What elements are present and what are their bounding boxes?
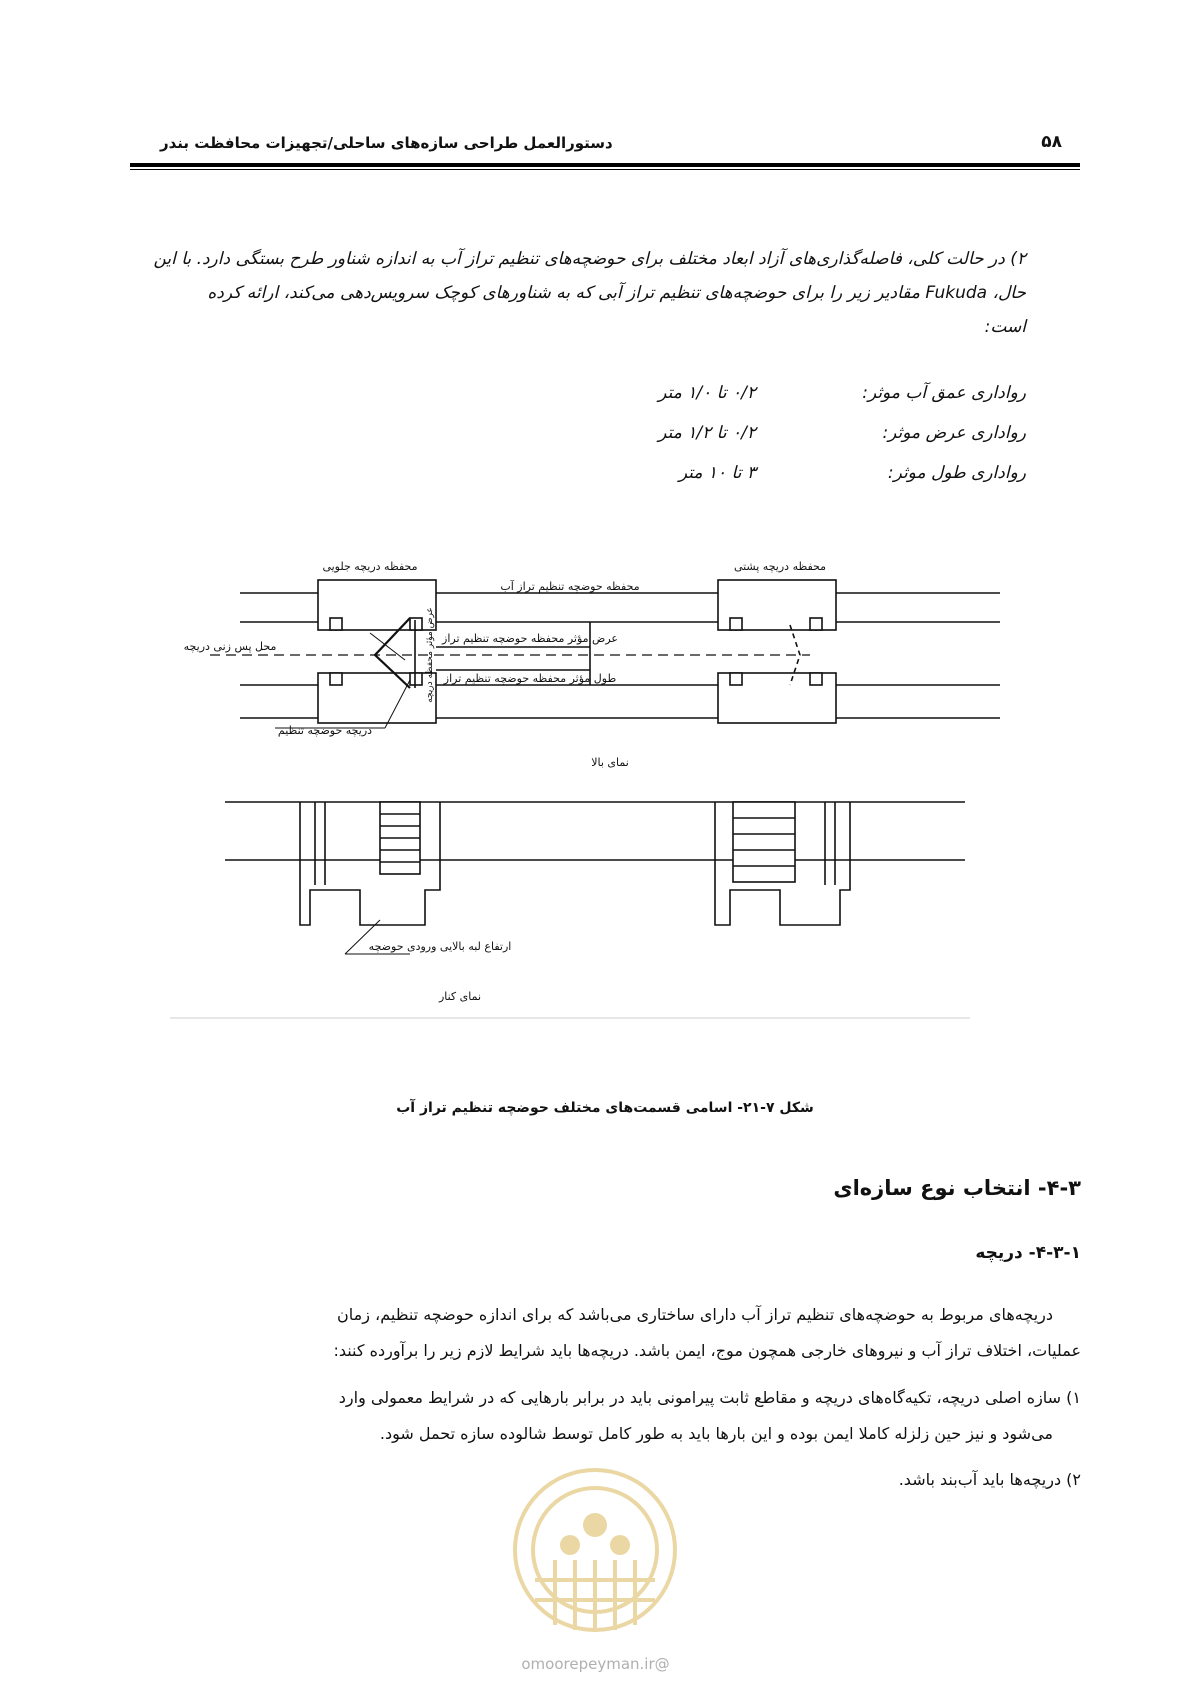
- figure-caption: شکل ۷-۲۱- اسامی قسمت‌های مختلف حوضچه تنظیم تراز آب: [396, 1100, 814, 1116]
- list-item-1-line-1: ۱) سازه اصلی دریچه، تکیه‌گاه‌های دریچه و مقاطع ثابت پیرامونی باید در برابر بارهایی که در شرایط معمولی وارد: [338, 1388, 1081, 1407]
- top-view-drawing: [210, 580, 1000, 723]
- page-header: [130, 128, 1080, 156]
- header-rule-thin: [130, 169, 1080, 170]
- section-heading: ۴-۳- انتخاب نوع سازه‌ای: [833, 1176, 1081, 1200]
- tolerance-label: رواداری عرض موثر:: [882, 423, 1026, 443]
- label-effective-length: طول مؤثر محفظه حوضچه تنظیم تراز: [443, 672, 617, 685]
- tolerance-label: رواداری عمق آب موثر:: [862, 383, 1026, 403]
- lock-basin-diagram: [170, 530, 1030, 1090]
- label-basin-gate: دریچه حوضچه تنظیم: [277, 724, 373, 737]
- label-side-view: نمای کنار: [438, 990, 482, 1003]
- tolerance-list: [526, 383, 1026, 503]
- body-line-2: عملیات، اختلاف تراز آب و نیروهای خارجی همچون موج، ایمن باشد. دریچه‌ها باید شرایط لازم زیر را برآورده کنند:: [333, 1341, 1081, 1360]
- tolerance-row: [526, 423, 1026, 463]
- intro-line-1: ۲) در حالت کلی، فاصله‌گذاری‌های آزاد ابعاد مختلف برای حوضچه‌های تنظیم تراز آب به اندازه شناور طرح بستگی دارد. با این: [153, 249, 1026, 269]
- watermark-site: @omoorepeyman.ir: [521, 1655, 670, 1673]
- label-top-view: نمای بالا: [591, 756, 629, 769]
- tolerance-row: [526, 383, 1026, 423]
- list-item-2: ۲) دریچه‌ها باید آب‌بند باشد.: [898, 1470, 1081, 1489]
- label-basin-enclosure: محفظه حوضچه تنظیم تراز آب: [500, 580, 640, 593]
- label-gate-recess: محل پس زنی دریچه: [183, 640, 277, 653]
- intro-line-3: است:: [984, 317, 1026, 337]
- tolerance-label: رواداری طول موثر:: [887, 463, 1026, 483]
- label-gate-width: عرض مؤثر محفظه دریچه: [425, 607, 435, 703]
- tolerance-row: [526, 463, 1026, 503]
- running-title: دستورالعمل طراحی سازه‌های ساحلی/تجهیزات محافظت بندر: [160, 134, 613, 152]
- intro-paragraph: [146, 242, 1026, 344]
- header-rule-thick: [130, 163, 1080, 167]
- list-item: [131, 1380, 1081, 1452]
- label-inlet-height: ارتفاع لبه بالایی ورودی حوضچه: [368, 940, 512, 953]
- intro-line-2: حال، Fukuda مقادیر زیر را برای حوضچه‌های تنظیم تراز آبی که به شناورهای کوچک سرویس‌دهی می‌کند، ارائه کرده: [207, 283, 1026, 303]
- subsection-heading: ۴-۳-۱- دریچه: [975, 1243, 1081, 1263]
- label-front-gate-enclosure: محفظه دریچه جلویی: [322, 560, 418, 573]
- page-number: ۵۸: [1041, 132, 1062, 152]
- watermark-seal: [475, 1450, 715, 1650]
- side-view-drawing: [225, 802, 965, 925]
- tolerance-value: ۰/۲ تا ۱/۰ متر: [658, 383, 756, 403]
- tolerance-value: ۰/۲ تا ۱/۲ متر: [658, 423, 756, 443]
- label-effective-width: عرض مؤثر محفظه حوضچه تنظیم تراز: [442, 632, 618, 645]
- body-line-1: دریچه‌های مربوط به حوضچه‌های تنظیم تراز آب دارای ساختاری می‌باشد که برای اندازه حوضچه تنظیم، زمان: [337, 1305, 1053, 1324]
- tolerance-value: ۳ تا ۱۰ متر: [678, 463, 756, 483]
- list-item-1-line-2: می‌شود و نیز حین زلزله کاملا ایمن بوده و این بارها باید به طور کامل توسط شالوده سازه تحمل شود.: [379, 1424, 1053, 1443]
- label-rear-gate-enclosure: محفظه دریچه پشتی: [733, 560, 827, 573]
- body-paragraph: [131, 1297, 1081, 1369]
